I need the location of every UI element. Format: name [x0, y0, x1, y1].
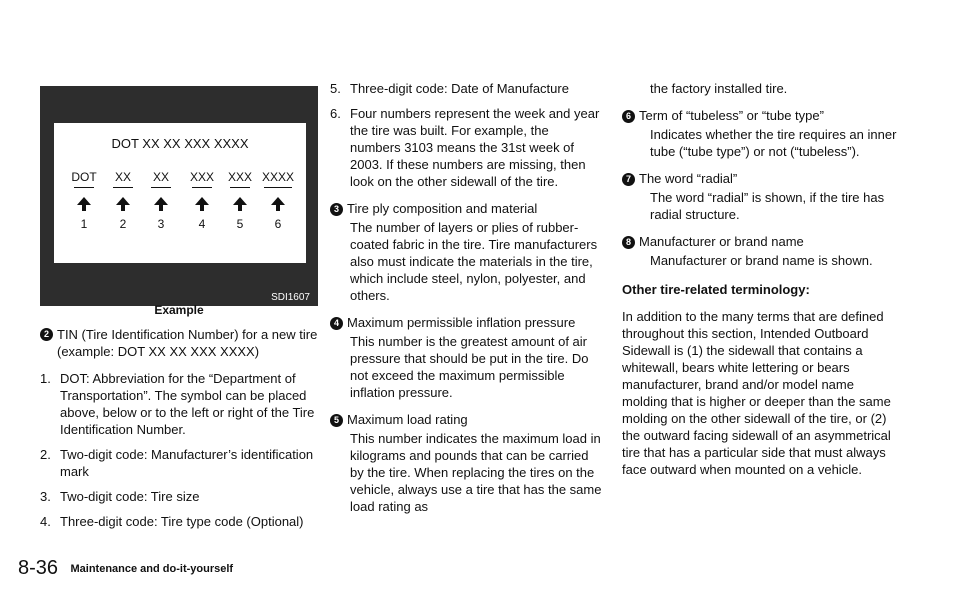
underline — [74, 187, 94, 188]
figure-title: DOT XX XX XXX XXXX — [111, 136, 249, 151]
column-2 — [330, 80, 602, 515]
callout-marker: 4 — [330, 317, 343, 330]
item-number: 3. — [40, 489, 51, 504]
callout-marker: 3 — [330, 203, 343, 216]
tin-section — [40, 326, 320, 360]
up-arrow-icon — [233, 197, 247, 205]
section-inflation — [330, 314, 602, 401]
position-number: 1 — [80, 217, 88, 231]
section-tube — [622, 107, 898, 160]
up-arrow-icon — [116, 197, 130, 205]
item-number: 1. — [40, 371, 51, 386]
underline — [192, 187, 212, 188]
section-load — [330, 411, 602, 515]
other-terms-body: In addition to the many terms that are defined throughout this section, Intended Outboard Sidewall is (1) the sidewall that contains a whitewall, bears white lettering or bears manufacturer, brand and/or model name molding that is higher or deeper than the same molding on the other sidewall of the tire, or (2) the outward facing sidewall of an asymmetrical tire that has a particular side that must always face outward when mounted on a vehicle. — [622, 309, 891, 477]
up-arrow-icon — [154, 197, 168, 205]
arrow-stem — [238, 205, 242, 211]
column-3 — [622, 80, 898, 478]
callout-marker: 7 — [622, 173, 635, 186]
section-radial — [622, 170, 898, 223]
item-number: 5. — [330, 81, 341, 96]
item-text: Three-digit code: Tire type code (Optional) — [60, 514, 304, 529]
item-number: 4. — [40, 514, 51, 529]
continued-text: the factory installed tire. — [650, 81, 788, 96]
list-item — [40, 370, 320, 438]
arrow-stem — [200, 205, 204, 211]
underline — [264, 187, 292, 188]
code-label: XX — [114, 170, 131, 184]
section-heading: Term of “tubeless” or “tube type” — [639, 108, 824, 123]
item-number: 2. — [40, 447, 51, 462]
list-item — [330, 105, 602, 190]
position-number: 3 — [157, 217, 165, 231]
list-item — [40, 513, 320, 530]
item-text: Two-digit code: Manufacturer’s identification mark — [60, 447, 314, 479]
code-label: XXX — [189, 170, 214, 184]
callout-marker: 6 — [622, 110, 635, 123]
section-body: Manufacturer or brand name is shown. — [650, 253, 873, 268]
page-number: 8-36 — [18, 557, 59, 579]
section-ply — [330, 200, 602, 304]
figure-id: SDI1607 — [271, 292, 310, 303]
item-text: DOT: Abbreviation for the “Department of Transportation”. The symbol can be placed above, below or to the left or right of the Tire Identification Number. — [60, 371, 315, 437]
item-text: Four numbers represent the week and year the tire was built. For example, the numbers 3103 means the 31st week of 2003. If these numbers are missing, then look on the other sidewall of the tire. — [350, 106, 600, 189]
section-body: Indicates whether the tire requires an inner tube (“tube type”) or not (“tubeless”). — [650, 127, 897, 159]
section-heading: Maximum permissible inflation pressure — [347, 315, 576, 330]
arrow-stem — [82, 205, 86, 211]
callout-marker: 8 — [622, 236, 635, 249]
underline — [113, 187, 133, 188]
position-number: 2 — [119, 217, 127, 231]
position-number: 5 — [236, 217, 244, 231]
code-label: XXX — [227, 170, 252, 184]
list-item — [40, 446, 320, 480]
position-number: 6 — [274, 217, 282, 231]
tin-text: TIN (Tire Identification Number) for a new tire (example: DOT XX XX XXX XXXX) — [57, 327, 318, 359]
arrow-stem — [159, 205, 163, 211]
section-body: This number is the greatest amount of air pressure that should be put in the tire. Do not exceed the maximum permissible inflation pressure. — [350, 334, 589, 400]
list-item — [40, 488, 320, 505]
callout-marker: 5 — [330, 414, 343, 427]
code-label: DOT — [71, 170, 97, 184]
section-brand — [622, 233, 898, 269]
page-footer — [18, 557, 233, 580]
up-arrow-icon — [77, 197, 91, 205]
item-text: Two-digit code: Tire size — [60, 489, 200, 504]
arrow-stem — [276, 205, 280, 211]
underline — [230, 187, 250, 188]
chapter-title: Maintenance and do-it-yourself — [70, 563, 234, 575]
other-terms-heading: Other tire-related terminology: — [622, 282, 810, 297]
code-label: XXXX — [261, 170, 294, 184]
position-number: 4 — [198, 217, 206, 231]
section-heading: Maximum load rating — [347, 412, 468, 427]
section-body: This number indicates the maximum load in kilograms and pounds that can be carried by the tire. When replacing the tires on the vehicle, always use a tire that has the same load rating as — [350, 431, 602, 514]
section-body: The number of layers or plies of rubber-coated fabric in the tire. Tire manufacturers also must indicate the materials in the tire, which include steel, nylon, polyester, and others. — [350, 220, 598, 303]
figure-caption: Example — [154, 303, 204, 317]
column-1 — [40, 326, 320, 530]
callout-marker: 2 — [40, 328, 53, 341]
up-arrow-icon — [271, 197, 285, 205]
section-heading: Tire ply composition and material — [347, 201, 538, 216]
figure-panel — [54, 123, 306, 263]
underline — [151, 187, 171, 188]
section-body: The word “radial” is shown, if the tire has radial structure. — [650, 190, 885, 222]
section-heading: The word “radial” — [639, 171, 738, 186]
code-label: XX — [152, 170, 169, 184]
item-text: Three-digit code: Date of Manufacture — [350, 81, 569, 96]
tire-id-figure — [40, 86, 318, 306]
section-heading: Manufacturer or brand name — [639, 234, 804, 249]
up-arrow-icon — [195, 197, 209, 205]
item-number: 6. — [330, 106, 341, 121]
arrow-stem — [121, 205, 125, 211]
list-item — [330, 80, 602, 97]
